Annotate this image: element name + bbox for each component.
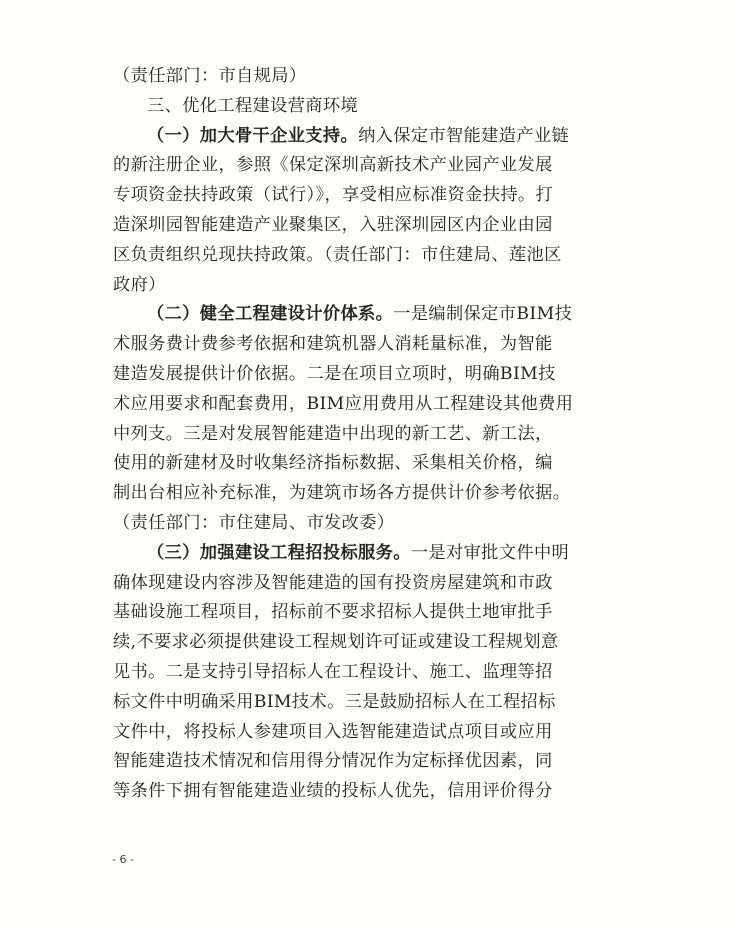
paragraph-3-line-4: 续,不要求必须提供建设工程规划许可证或建设工程规划意: [113, 632, 559, 653]
paragraph-2-line-7: 制出台相应补充标准，为建筑市场各方提供计价参考依据。: [113, 483, 571, 504]
paragraph-3-line-3: 基础设施工程项目，招标前不要求招标人提供土地审批手: [113, 602, 553, 623]
paragraph-3-line-6: 标文件中明确采用BIM技术。三是鼓励招标人在工程招标: [113, 691, 556, 712]
paragraph-2-line-6: 使用的新建材及时收集经济指标数据、采集相关价格，编: [113, 453, 553, 474]
paragraph-3-line-2: 确体现建设内容涉及智能建造的国有投资房屋建筑和市政: [113, 572, 553, 593]
paragraph-1-title: （一）加大骨干企业支持。: [147, 125, 359, 146]
paragraph-2-text: 一是编制保定市BIM技: [393, 304, 573, 325]
paragraph-3-line-5: 见书。二是支持引导招标人在工程设计、施工、监理等招: [113, 661, 553, 682]
paragraph-2-line-4: 术应用要求和配套费用，BIM应用费用从工程建设其他费用: [113, 393, 574, 414]
paragraph-3-line-1: [113, 539, 583, 569]
paragraph-2-line-3: 建造发展提供计价依据。二是在项目立项时，明确BIM技: [113, 363, 556, 384]
paragraph-3-line-9: 等条件下拥有智能建造业绩的投标人优先，信用评价得分: [113, 781, 553, 802]
paragraph-1-line-2: 的新注册企业，参照《保定深圳高新技术产业园产业发展: [113, 155, 553, 176]
paragraph-3-line-8: 智能建造技术情况和信用得分情况作为定标择优因素，同: [113, 751, 553, 772]
paragraph-2-line-5: 中列支。三是对发展智能建造中出现的新工艺、新工法，: [113, 423, 553, 444]
paragraph-3-line-7: 文件中，将投标人参建项目入选智能建造试点项目或应用: [113, 721, 553, 742]
paragraph-2-line-1: [113, 300, 583, 330]
paragraph-1-text: 纳入保定市智能建造产业链: [358, 125, 570, 146]
paragraph-1-line-4: 造深圳园智能建造产业聚集区，入驻深圳园区内企业由园: [113, 214, 553, 235]
paragraph-2-line-8: （责任部门：市住建局、市发改委）: [113, 512, 395, 533]
paragraph-3-title: （三）加强建设工程招投标服务。: [147, 542, 411, 563]
paragraph-1-line-5: 区负责组织兑现扶持政策。（责任部门：市住建局、莲池区: [113, 244, 562, 265]
responsibility-note: （责任部门：市自规局）: [113, 66, 307, 86]
document-body: [113, 62, 583, 807]
paragraph-1-line-3: 专项资金扶持政策（试行）》，享受相应标准资金扶持。打: [113, 185, 554, 206]
paragraph-1-line-1: [113, 122, 583, 152]
paragraph-1-line-6: 政府）: [113, 274, 166, 295]
page-number: - 6 -: [112, 853, 134, 866]
paragraph-2-title: （二）健全工程建设计价体系。: [147, 304, 394, 325]
paragraph-3-text: 一是对审批文件中明: [410, 542, 570, 563]
section-heading: 三、优化工程建设营商环境: [147, 95, 359, 116]
paragraph-2-line-2: 术服务费计费参考依据和建筑机器人消耗量标准，为智能: [113, 334, 553, 355]
